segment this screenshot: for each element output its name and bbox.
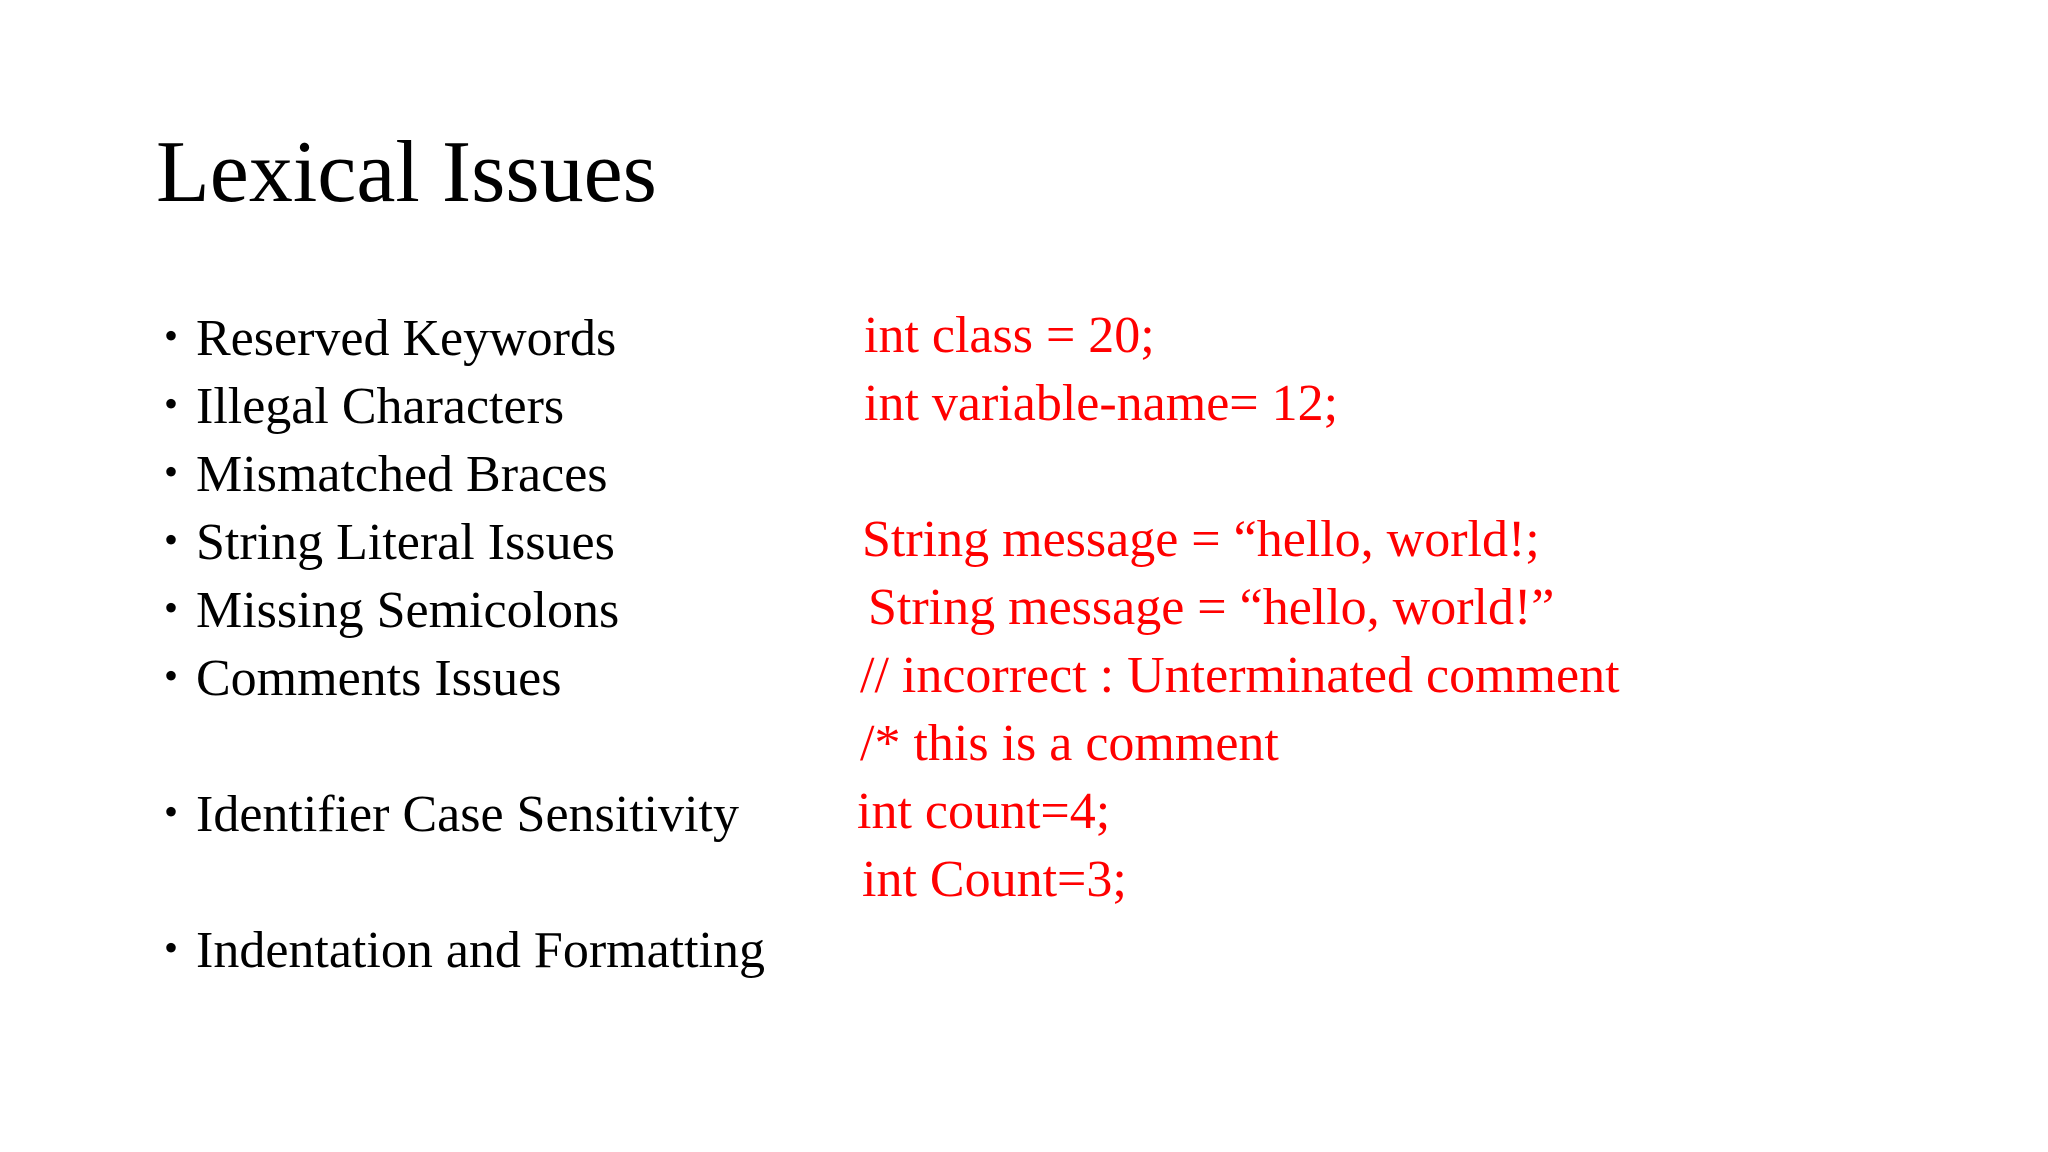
slide-title: Lexical Issues xyxy=(156,124,657,221)
bullet-label: Indentation and Formatting xyxy=(196,922,766,979)
bullet-label: Mismatched Braces xyxy=(196,446,608,503)
example-missing-semicolon: String message = “hello, world!” xyxy=(868,579,1555,636)
bullet-dot: • xyxy=(164,517,179,562)
example-reserved-keyword: int class = 20; xyxy=(864,307,1155,364)
bullet-dot: • xyxy=(164,449,179,494)
example-block-comment: /* this is a comment xyxy=(860,715,1279,772)
bullet-illegal-characters xyxy=(164,370,564,441)
bullet-mismatched-braces xyxy=(164,438,608,509)
bullet-label: Illegal Characters xyxy=(196,378,565,435)
example-count-uppercase: int Count=3; xyxy=(862,851,1127,908)
bullet-label: Identifier Case Sensitivity xyxy=(196,786,740,843)
example-illegal-character: int variable-name= 12; xyxy=(864,375,1339,432)
bullet-identifier-case-sensitivity xyxy=(164,778,739,849)
bullet-dot: • xyxy=(164,789,179,834)
bullet-dot: • xyxy=(164,381,179,426)
bullet-dot: • xyxy=(164,925,179,970)
bullet-dot: • xyxy=(164,653,179,698)
bullet-dot: • xyxy=(164,313,179,358)
bullet-label: String Literal Issues xyxy=(196,514,615,571)
example-count-lowercase: int count=4; xyxy=(857,783,1111,840)
bullet-dot: • xyxy=(164,585,179,630)
bullet-indentation-and-formatting xyxy=(164,914,765,985)
example-string-literal: String message = “hello, world!; xyxy=(862,511,1540,568)
bullet-string-literal-issues xyxy=(164,506,615,577)
bullet-comments-issues xyxy=(164,642,561,713)
bullet-reserved-keywords xyxy=(164,302,616,373)
bullet-label: Comments Issues xyxy=(196,650,562,707)
bullet-label: Missing Semicolons xyxy=(196,582,620,639)
bullet-label: Reserved Keywords xyxy=(196,310,617,367)
example-comment-line: // incorrect : Unterminated comment xyxy=(860,647,1620,704)
bullet-missing-semicolons xyxy=(164,574,619,645)
